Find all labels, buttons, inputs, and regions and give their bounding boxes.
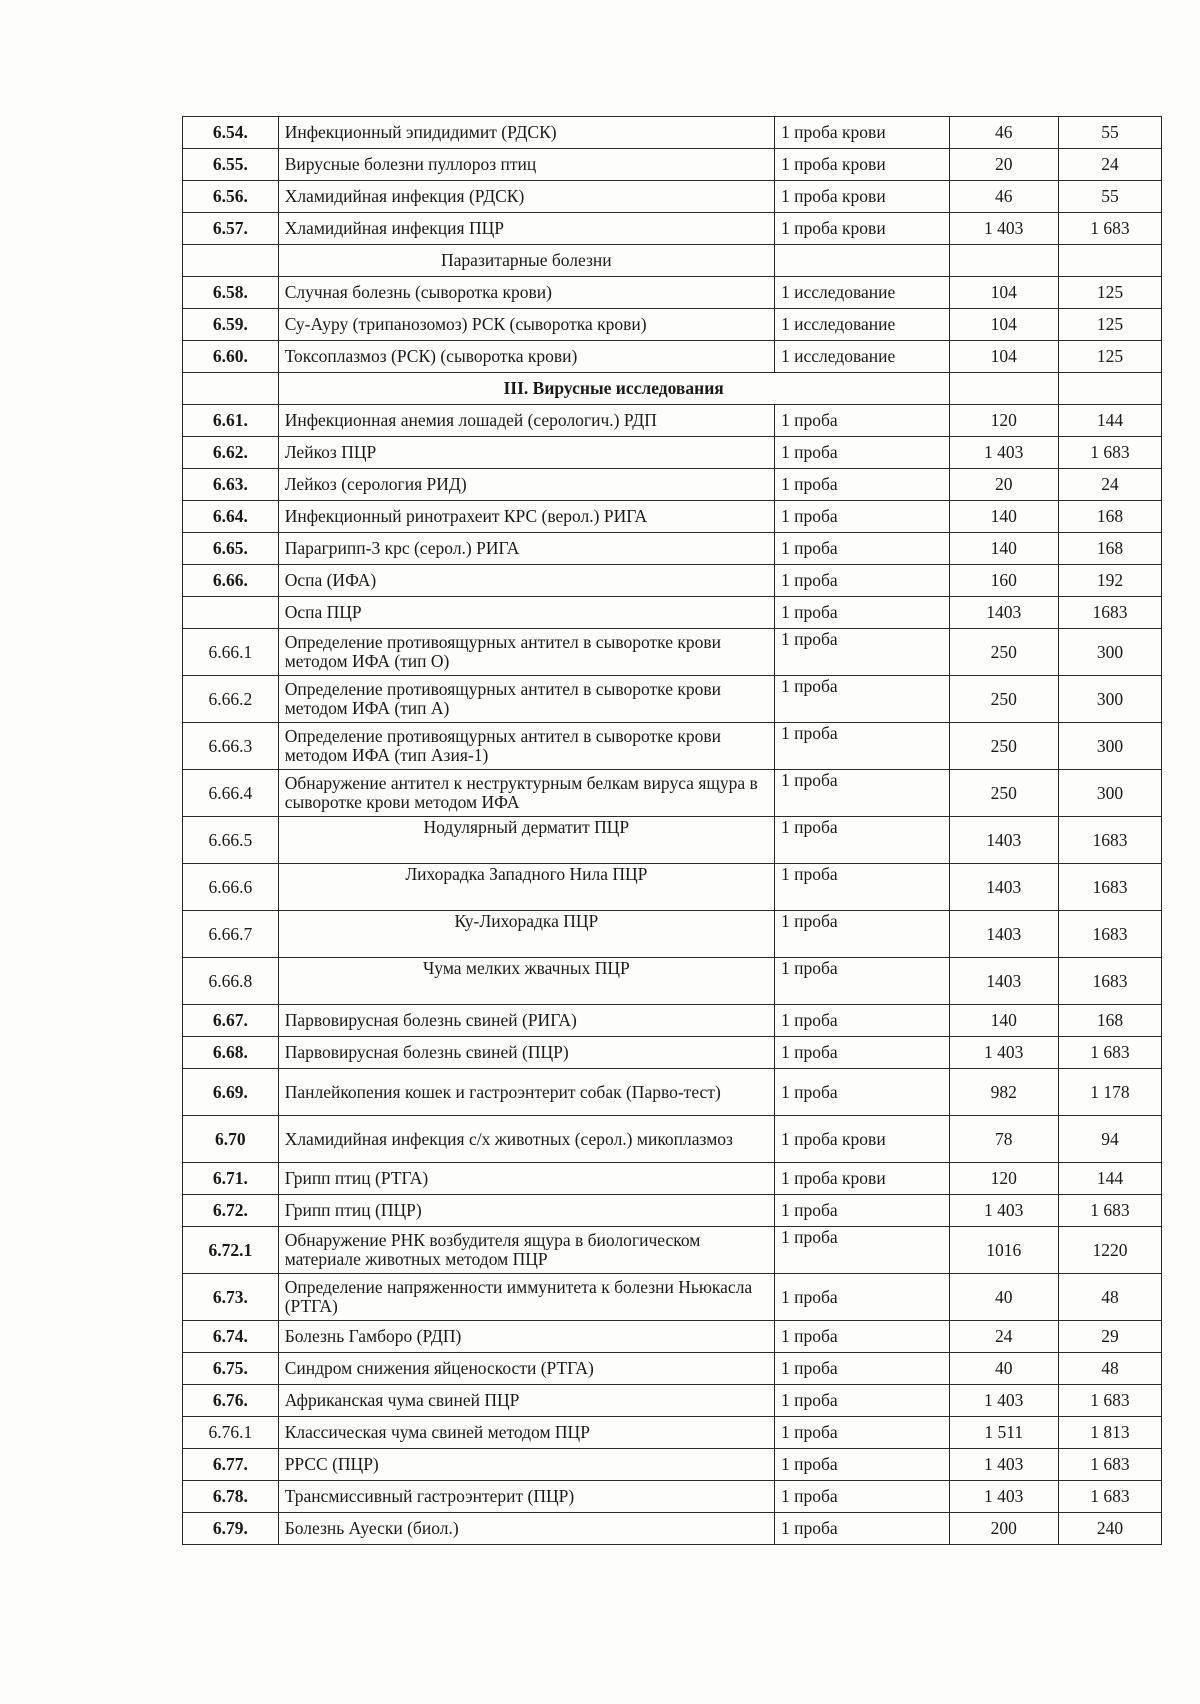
table-row <box>183 911 1162 958</box>
row-price-2: 144 <box>1058 405 1161 437</box>
row-price-1: 1 403 <box>949 437 1058 469</box>
row-price-2: 1 813 <box>1058 1417 1161 1449</box>
row-name: Определение противоящурных антител в сыворотке крови методом ИФА (тип Азия-1) <box>278 723 774 770</box>
row-name: Хламидийная инфекция ПЦР <box>278 213 774 245</box>
row-unit: 1 проба крови <box>775 181 950 213</box>
row-number: 6.78. <box>183 1481 279 1513</box>
row-name: Парвовирусная болезнь свиней (ПЦР) <box>278 1037 774 1069</box>
row-price-1: 120 <box>949 405 1058 437</box>
row-name: Инфекционная анемия лошадей (серологич.) РДП <box>278 405 774 437</box>
row-price-2: 48 <box>1058 1353 1161 1385</box>
row-number: 6.59. <box>183 309 279 341</box>
row-unit: 1 проба <box>775 1069 950 1116</box>
row-name: Инфекционный эпидидимит (РДСК) <box>278 117 774 149</box>
row-unit: 1 проба крови <box>775 1116 950 1163</box>
row-unit: 1 проба крови <box>775 213 950 245</box>
row-unit: 1 проба <box>775 676 950 723</box>
row-price-1: 1403 <box>949 597 1058 629</box>
row-price-2: 168 <box>1058 533 1161 565</box>
row-price-2: 94 <box>1058 1116 1161 1163</box>
table-row <box>183 1005 1162 1037</box>
row-name: Оспа ПЦР <box>278 597 774 629</box>
row-unit: 1 исследование <box>775 309 950 341</box>
row-name: Лейкоз ПЦР <box>278 437 774 469</box>
table-row <box>183 1037 1162 1069</box>
table-row <box>183 1163 1162 1195</box>
row-price-2: 1 178 <box>1058 1069 1161 1116</box>
row-price-1: 104 <box>949 277 1058 309</box>
table-row <box>183 1227 1162 1274</box>
row-price-2: 55 <box>1058 117 1161 149</box>
row-name: Болезнь Ауески (биол.) <box>278 1513 774 1545</box>
row-name: Обнаружение РНК возбудителя ящура в биологическом материале животных методом ПЦР <box>278 1227 774 1274</box>
row-unit: 1 проба <box>775 405 950 437</box>
row-unit: 1 проба <box>775 1353 950 1385</box>
row-price-2: 1 683 <box>1058 1385 1161 1417</box>
section-row-parasitic <box>183 245 1162 277</box>
row-price-2: 1683 <box>1058 911 1161 958</box>
row-price-2: 144 <box>1058 1163 1161 1195</box>
table-row <box>183 1116 1162 1163</box>
row-name: Парвовирусная болезнь свиней (РИГА) <box>278 1005 774 1037</box>
row-number: 6.66.1 <box>183 629 279 676</box>
row-number: 6.66.4 <box>183 770 279 817</box>
row-price-1: 1403 <box>949 864 1058 911</box>
table-row <box>183 437 1162 469</box>
row-number: 6.72.1 <box>183 1227 279 1274</box>
row-price-2: 1683 <box>1058 864 1161 911</box>
row-number: 6.56. <box>183 181 279 213</box>
table-row <box>183 1274 1162 1321</box>
row-name: Оспа (ИФА) <box>278 565 774 597</box>
row-price-2: 192 <box>1058 565 1161 597</box>
section-title-viral: III. Вирусные исследования <box>278 373 949 405</box>
row-unit: 1 проба <box>775 1195 950 1227</box>
row-number: 6.67. <box>183 1005 279 1037</box>
row-unit: 1 проба <box>775 1481 950 1513</box>
row-price-1: 1403 <box>949 958 1058 1005</box>
section-row-viral <box>183 373 1162 405</box>
row-price-2: 55 <box>1058 181 1161 213</box>
table-row <box>183 309 1162 341</box>
row-unit: 1 проба <box>775 1227 950 1274</box>
row-name: Классическая чума свиней методом ПЦР <box>278 1417 774 1449</box>
row-number: 6.61. <box>183 405 279 437</box>
section-spacer <box>775 245 950 277</box>
row-name: Определение противоящурных антител в сыворотке крови методом ИФА (тип О) <box>278 629 774 676</box>
row-number: 6.57. <box>183 213 279 245</box>
row-unit: 1 проба <box>775 864 950 911</box>
row-price-1: 1 403 <box>949 1037 1058 1069</box>
row-number: 6.74. <box>183 1321 279 1353</box>
section-spacer <box>949 373 1058 405</box>
row-price-1: 46 <box>949 181 1058 213</box>
row-number: 6.55. <box>183 149 279 181</box>
row-price-2: 1 683 <box>1058 1449 1161 1481</box>
row-unit: 1 проба крови <box>775 1163 950 1195</box>
row-unit: 1 проба крови <box>775 149 950 181</box>
section-spacer <box>1058 373 1161 405</box>
row-price-1: 200 <box>949 1513 1058 1545</box>
table-row <box>183 1321 1162 1353</box>
row-number: 6.79. <box>183 1513 279 1545</box>
row-number: 6.66.6 <box>183 864 279 911</box>
row-price-1: 40 <box>949 1274 1058 1321</box>
row-price-2: 125 <box>1058 341 1161 373</box>
row-price-2: 300 <box>1058 676 1161 723</box>
row-price-1: 250 <box>949 770 1058 817</box>
row-price-1: 160 <box>949 565 1058 597</box>
row-price-1: 24 <box>949 1321 1058 1353</box>
row-number: 6.66.7 <box>183 911 279 958</box>
row-unit: 1 проба <box>775 597 950 629</box>
table-row <box>183 723 1162 770</box>
table-row <box>183 770 1162 817</box>
row-number: 6.66.2 <box>183 676 279 723</box>
row-name: Лейкоз (серология РИД) <box>278 469 774 501</box>
row-price-2: 125 <box>1058 277 1161 309</box>
row-name: Лихорадка Западного Нила ПЦР <box>278 864 774 911</box>
table-row <box>183 469 1162 501</box>
row-price-1: 1016 <box>949 1227 1058 1274</box>
row-number: 6.70 <box>183 1116 279 1163</box>
table-row <box>183 1069 1162 1116</box>
table-row <box>183 597 1162 629</box>
row-name: Инфекционный ринотрахеит КРС (верол.) РИГА <box>278 501 774 533</box>
row-number: 6.65. <box>183 533 279 565</box>
table-row <box>183 1481 1162 1513</box>
row-number: 6.72. <box>183 1195 279 1227</box>
section-title-parasitic: Паразитарные болезни <box>278 245 774 277</box>
table-row <box>183 1513 1162 1545</box>
row-number: 6.69. <box>183 1069 279 1116</box>
table-row <box>183 149 1162 181</box>
row-price-2: 168 <box>1058 1005 1161 1037</box>
row-price-1: 1 403 <box>949 1481 1058 1513</box>
table-row <box>183 405 1162 437</box>
row-number: 6.66.3 <box>183 723 279 770</box>
row-price-1: 250 <box>949 629 1058 676</box>
row-price-1: 1 511 <box>949 1417 1058 1449</box>
table-row <box>183 341 1162 373</box>
table-row <box>183 117 1162 149</box>
row-unit: 1 проба <box>775 565 950 597</box>
table-row <box>183 1353 1162 1385</box>
row-price-2: 1 683 <box>1058 1195 1161 1227</box>
row-price-1: 40 <box>949 1353 1058 1385</box>
row-price-1: 1 403 <box>949 1195 1058 1227</box>
row-price-2: 1 683 <box>1058 1037 1161 1069</box>
row-price-2: 1 683 <box>1058 1481 1161 1513</box>
row-number: 6.68. <box>183 1037 279 1069</box>
row-price-1: 140 <box>949 533 1058 565</box>
row-price-1: 78 <box>949 1116 1058 1163</box>
row-number: 6.66.5 <box>183 817 279 864</box>
row-unit: 1 проба <box>775 1417 950 1449</box>
row-number: 6.75. <box>183 1353 279 1385</box>
row-unit: 1 проба <box>775 437 950 469</box>
table-row <box>183 277 1162 309</box>
row-name: Определение противоящурных антител в сыворотке крови методом ИФА (тип А) <box>278 676 774 723</box>
row-price-1: 20 <box>949 149 1058 181</box>
table-row <box>183 181 1162 213</box>
row-name: Случная болезнь (сыворотка крови) <box>278 277 774 309</box>
row-price-1: 250 <box>949 723 1058 770</box>
row-name: Хламидийная инфекция (РДСК) <box>278 181 774 213</box>
row-number: 6.63. <box>183 469 279 501</box>
row-price-1: 1403 <box>949 817 1058 864</box>
row-price-1: 1 403 <box>949 1385 1058 1417</box>
row-unit: 1 проба <box>775 1037 950 1069</box>
table-row <box>183 565 1162 597</box>
row-number: 6.66. <box>183 565 279 597</box>
row-price-2: 300 <box>1058 770 1161 817</box>
row-unit: 1 проба <box>775 533 950 565</box>
section-spacer <box>183 373 279 405</box>
table-row <box>183 501 1162 533</box>
row-unit: 1 проба <box>775 501 950 533</box>
row-unit: 1 исследование <box>775 277 950 309</box>
row-name: Грипп птиц (РТГА) <box>278 1163 774 1195</box>
row-number: 6.58. <box>183 277 279 309</box>
row-number: 6.62. <box>183 437 279 469</box>
price-table <box>182 116 1162 1545</box>
row-number: 6.73. <box>183 1274 279 1321</box>
row-name: Панлейкопения кошек и гастроэнтерит собак (Парво-тест) <box>278 1069 774 1116</box>
row-name: Синдром снижения яйценоскости (РТГА) <box>278 1353 774 1385</box>
row-unit: 1 проба <box>775 1385 950 1417</box>
row-price-1: 1403 <box>949 911 1058 958</box>
table-row <box>183 864 1162 911</box>
row-price-2: 48 <box>1058 1274 1161 1321</box>
table-row <box>183 1385 1162 1417</box>
row-name: Парагрипп-3 крс (серол.) РИГА <box>278 533 774 565</box>
row-name: Обнаружение антител к неструктурным белкам вируса ящура в сыворотке крови методом ИФА <box>278 770 774 817</box>
row-price-2: 24 <box>1058 149 1161 181</box>
row-name: Нодулярный дерматит ПЦР <box>278 817 774 864</box>
row-price-1: 250 <box>949 676 1058 723</box>
row-price-1: 140 <box>949 1005 1058 1037</box>
row-number: 6.64. <box>183 501 279 533</box>
row-unit: 1 проба <box>775 469 950 501</box>
table-row <box>183 533 1162 565</box>
row-unit: 1 проба <box>775 1005 950 1037</box>
row-name: РРСС (ПЦР) <box>278 1449 774 1481</box>
row-unit: 1 проба <box>775 723 950 770</box>
row-price-1: 1 403 <box>949 213 1058 245</box>
row-unit: 1 проба <box>775 817 950 864</box>
row-unit: 1 проба <box>775 1449 950 1481</box>
row-unit: 1 проба <box>775 629 950 676</box>
row-price-1: 104 <box>949 309 1058 341</box>
row-price-2: 24 <box>1058 469 1161 501</box>
row-name: Определение напряженности иммунитета к болезни Ньюкасла (РТГА) <box>278 1274 774 1321</box>
table-row <box>183 1417 1162 1449</box>
row-number: 6.77. <box>183 1449 279 1481</box>
row-unit: 1 проба <box>775 1274 950 1321</box>
row-price-1: 140 <box>949 501 1058 533</box>
table-row <box>183 629 1162 676</box>
row-price-1: 20 <box>949 469 1058 501</box>
section-spacer <box>183 245 279 277</box>
row-price-1: 104 <box>949 341 1058 373</box>
row-name: Су-Ауру (трипанозомоз) РСК (сыворотка крови) <box>278 309 774 341</box>
row-price-2: 1683 <box>1058 817 1161 864</box>
row-name: Ку-Лихорадка ПЦР <box>278 911 774 958</box>
row-price-2: 1683 <box>1058 958 1161 1005</box>
row-price-2: 1683 <box>1058 597 1161 629</box>
row-unit: 1 исследование <box>775 341 950 373</box>
row-price-2: 1220 <box>1058 1227 1161 1274</box>
table-row <box>183 958 1162 1005</box>
row-price-2: 1 683 <box>1058 437 1161 469</box>
row-name: Африканская чума свиней ПЦР <box>278 1385 774 1417</box>
table-row <box>183 676 1162 723</box>
row-price-2: 125 <box>1058 309 1161 341</box>
row-price-2: 29 <box>1058 1321 1161 1353</box>
row-unit: 1 проба крови <box>775 117 950 149</box>
row-price-2: 300 <box>1058 723 1161 770</box>
row-price-1: 120 <box>949 1163 1058 1195</box>
section-spacer <box>1058 245 1161 277</box>
row-unit: 1 проба <box>775 911 950 958</box>
row-unit: 1 проба <box>775 958 950 1005</box>
table-row <box>183 213 1162 245</box>
section-spacer <box>949 245 1058 277</box>
row-price-2: 240 <box>1058 1513 1161 1545</box>
row-number: 6.54. <box>183 117 279 149</box>
row-unit: 1 проба <box>775 770 950 817</box>
row-name: Болезнь Гамборо (РДП) <box>278 1321 774 1353</box>
table-row <box>183 1195 1162 1227</box>
row-name: Хламидийная инфекция с/х животных (серол.) микоплазмоз <box>278 1116 774 1163</box>
row-number: 6.66.8 <box>183 958 279 1005</box>
row-price-1: 1 403 <box>949 1449 1058 1481</box>
row-price-1: 982 <box>949 1069 1058 1116</box>
table-row <box>183 817 1162 864</box>
row-name: Чума мелких жвачных ПЦР <box>278 958 774 1005</box>
row-number: 6.76.1 <box>183 1417 279 1449</box>
row-price-1: 46 <box>949 117 1058 149</box>
row-unit: 1 проба <box>775 1513 950 1545</box>
table-row <box>183 1449 1162 1481</box>
row-number: 6.60. <box>183 341 279 373</box>
row-unit: 1 проба <box>775 1321 950 1353</box>
row-price-2: 300 <box>1058 629 1161 676</box>
row-number <box>183 597 279 629</box>
row-name: Трансмиссивный гастроэнтерит (ПЦР) <box>278 1481 774 1513</box>
row-number: 6.71. <box>183 1163 279 1195</box>
row-name: Грипп птиц (ПЦР) <box>278 1195 774 1227</box>
row-name: Токсоплазмоз (РСК) (сыворотка крови) <box>278 341 774 373</box>
row-name: Вирусные болезни пуллороз птиц <box>278 149 774 181</box>
row-price-2: 168 <box>1058 501 1161 533</box>
row-price-2: 1 683 <box>1058 213 1161 245</box>
row-number: 6.76. <box>183 1385 279 1417</box>
